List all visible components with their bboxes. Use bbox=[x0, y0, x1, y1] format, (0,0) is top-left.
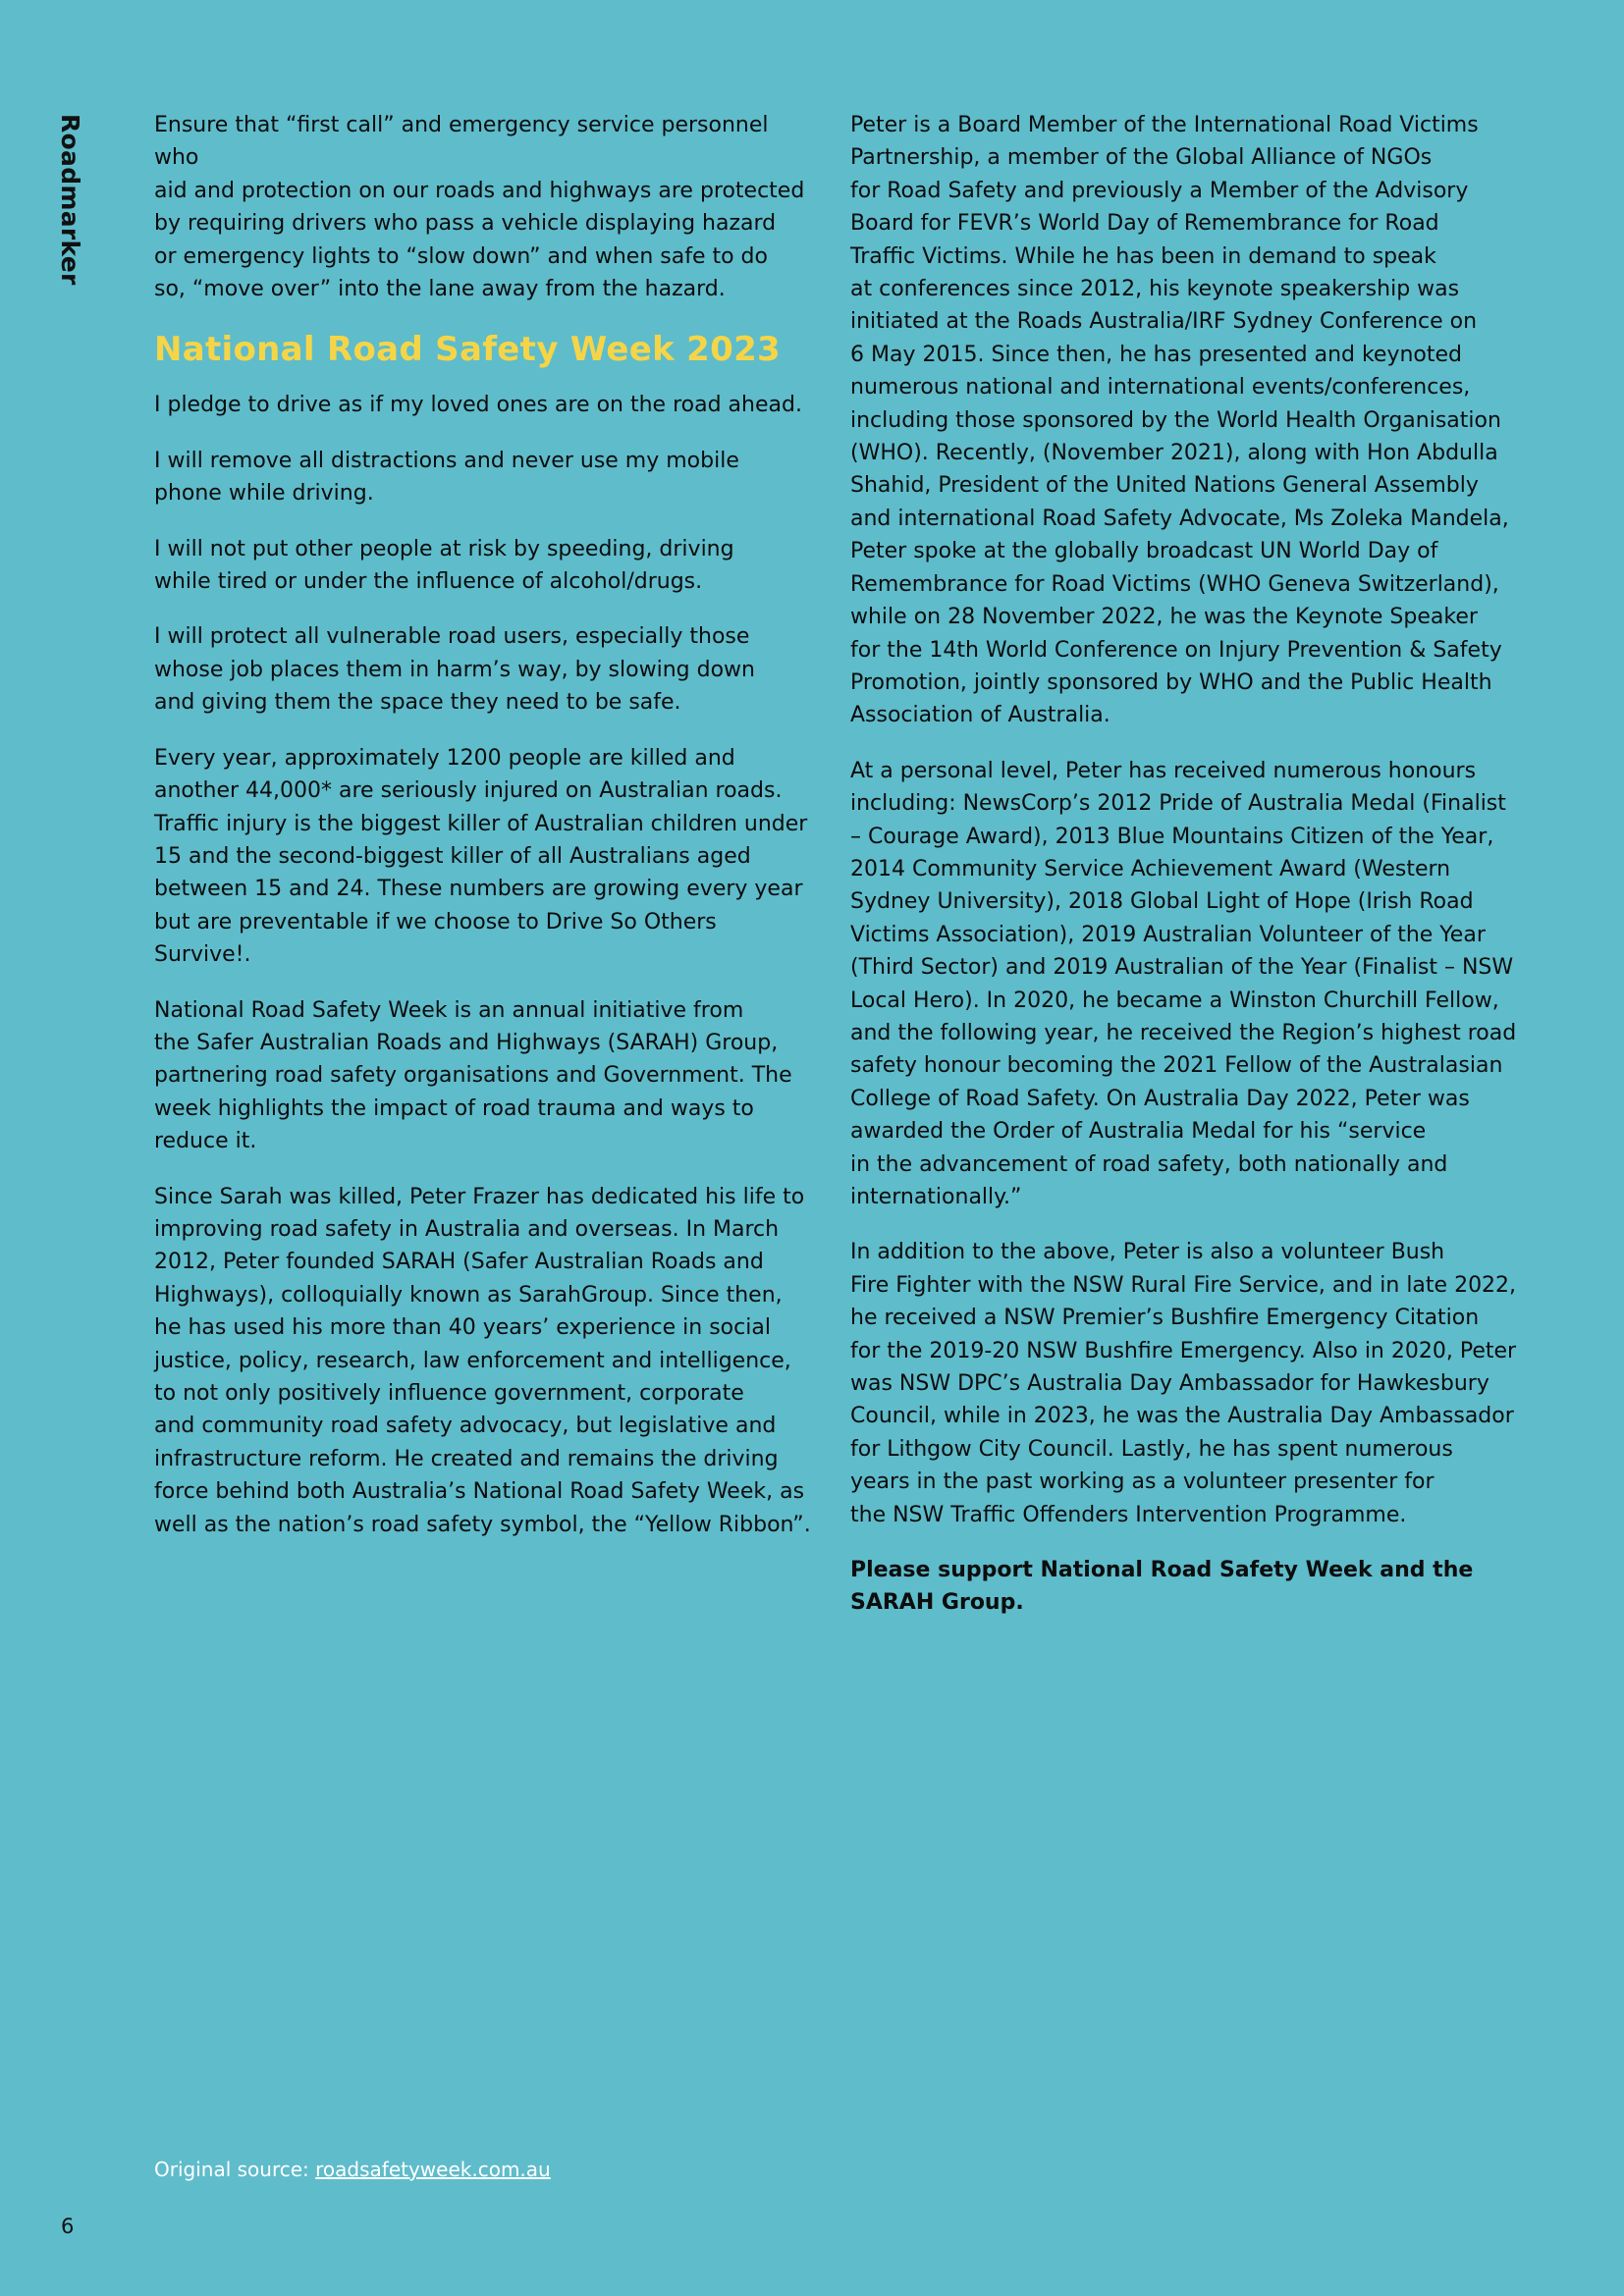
pledge-paragraph-1: I pledge to drive as if my loved ones are on the road ahead. bbox=[154, 393, 802, 418]
pledge-paragraph-4: I will protect all vulnerable road users, especially those whose job places them in harm’s way, by slowing down and giving them the space they need to be safe. bbox=[154, 624, 755, 716]
pledge-paragraph-3: I will not put other people at risk by speeding, driving while tired or under the influence of alcohol/drugs. bbox=[154, 536, 734, 595]
board-member-paragraph: Peter is a Board Member of the International Road Victims Partnership, a member of the Global Alliance of NGOs for Road Safety and previously a Member of the Advisory Board for FEVR’s World Day of Remembrance for Road Traffic Victims. While he has been in demand to speak at conferences since 2012, his keynote speakership was initiated at the Roads Australia/IRF Sydney Conference on 6 May 2015. Since then, he has presented and keynoted numerous national and international events/conferences, including those sponsored by the World Health Organisation (WHO). Recently, (November 2021), along with Hon Abdulla Shahid, President of the United Nations General Assembly and international Road Safety Advocate, Ms Zoleka Mandela, Peter spoke at the globally broadcast UN World Day of Remembrance for Road Victims (WHO Geneva Switzerland), while on 28 November 2022, he was the Keynote Speaker for the 14th World Conference on Injury Prevention & Safety Promotion, jointly sponsored by WHO and the Public Health Association of Australia. bbox=[850, 113, 1509, 728]
intro-paragraph: Ensure that “first call” and emergency service personnel who aid and protection on our roads and highways are protected by requiring drivers who pass a vehicle displaying hazard or emergency lights to “slow down” and when safe to do so, “move over” into the lane away from the hazard. bbox=[154, 113, 805, 302]
source-link[interactable]: roadsafetyweek.com.au bbox=[315, 2158, 551, 2181]
honours-paragraph: At a personal level, Peter has received numerous honours including: NewsCorp’s 2012 Pride of Australia Medal (Finalist – Courage Award), 2013 Blue Mountains Citizen of the Year, 2014 Community Service Achievement Award (Western Sydney University), 2018 Global Light of Hope (Irish Road Victims Association), 2019 Australian Volunteer of the Year (Third Sector) and 2019 Australian of the Year (Finalist – NSW Local Hero). In 2020, he became a Winston Churchill Fellow, and the following year, he received the Region’s highest road safety honour becoming the 2021 Fellow of the Australasian College of Road Safety. On Australia Day 2022, Peter was awarded the Order of Australia Medal for his “service in the advancement of road safety, both nationally and internationally.” bbox=[850, 758, 1517, 1209]
pledge-paragraph-2: I will remove all distractions and never use my mobile phone while driving. bbox=[154, 448, 739, 507]
source-credit bbox=[154, 2158, 551, 2181]
right-column bbox=[850, 109, 1518, 1642]
left-column bbox=[154, 109, 812, 1564]
peter-frazer-paragraph: Since Sarah was killed, Peter Frazer has dedicated his life to improving road safety in Australia and overseas. In March 2012, Peter founded SARAH (Safer Australian Roads and Highways), colloquially known as SarahGroup. Since then, he has used his more than 40 years’ experience in social justice, policy, research, law enforcement and intelligence, to not only positively influence government, corporate and community road safety advocacy, but legislative and infrastructure reform. He created and remains the driving force behind both Australia’s National Road Safety Week, as well as the nation’s road safety symbol, the “Yellow Ribbon”. bbox=[154, 1184, 811, 1537]
publication-name-vertical: Roadmarker bbox=[56, 114, 84, 286]
volunteer-paragraph: In addition to the above, Peter is also a volunteer Bush Fire Fighter with the NSW Rural Fire Service, and in late 2022, he received a NSW Premier’s Bushfire Emergency Citation for the 2019-20 NSW Bushfire Emergency. Also in 2020, Peter was NSW DPC’s Australia Day Ambassador for Hawkesbury Council, while in 2023, he was the Australia Day Ambassador for Lithgow City Council. Lastly, he has spent numerous years in the past working as a volunteer presenter for the NSW Traffic Offenders Intervention Programme. bbox=[850, 1240, 1517, 1527]
closing-call-to-action: Please support National Road Safety Week and the SARAH Group. bbox=[850, 1558, 1474, 1616]
initiative-paragraph: National Road Safety Week is an annual initiative from the Safer Australian Roads and Highways (SARAH) Group, partnering road safety organisations and Government. The week highlights the impact of road trauma and ways to reduce it. bbox=[154, 997, 792, 1154]
statistics-paragraph: Every year, approximately 1200 people are killed and another 44,000* are seriously injured on Australian roads. Traffic injury is the biggest killer of Australian children under 15 and the second-biggest killer of all Australians aged between 15 and 24. These numbers are growing every year but are preventable if we choose to Drive So Others Survive!. bbox=[154, 745, 808, 968]
source-prefix: Original source: bbox=[154, 2158, 316, 2181]
page-number: 6 bbox=[61, 2215, 75, 2238]
section-heading: National Road Safety Week 2023 bbox=[154, 330, 781, 370]
